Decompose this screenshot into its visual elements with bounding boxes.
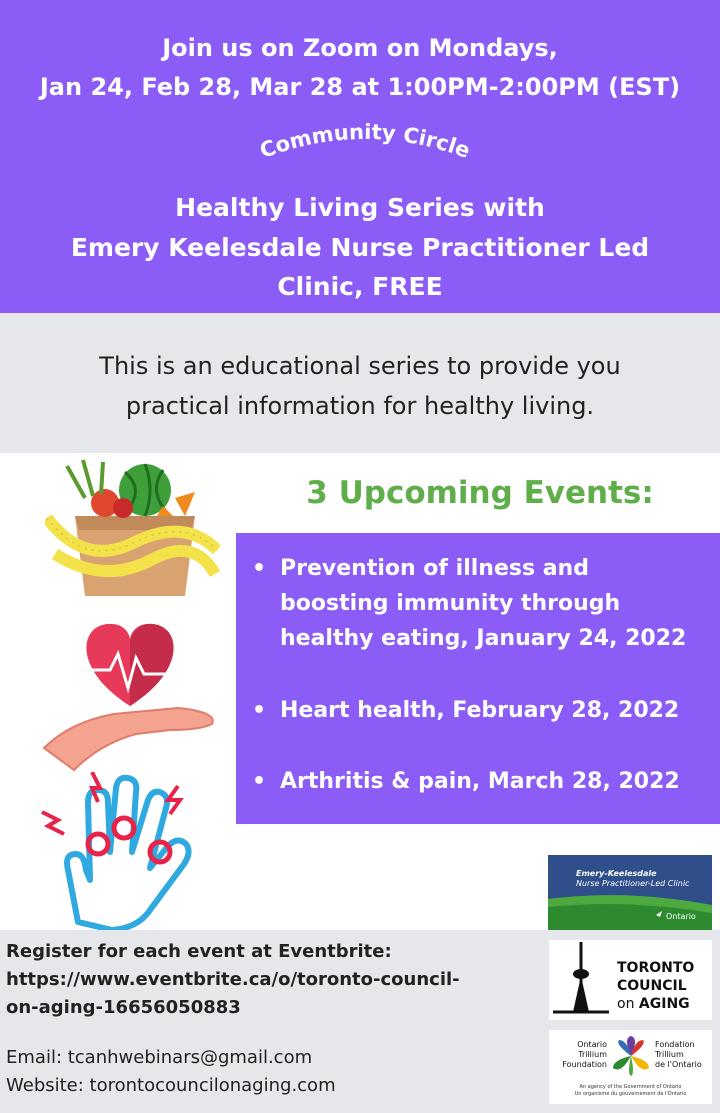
- email-text[interactable]: Email: tcanhwebinars@gmail.com: [6, 1047, 313, 1068]
- event-1-line1: Prevention of illness and: [280, 556, 589, 581]
- zoom-schedule-line: Join us on Zoom on Mondays,: [162, 34, 558, 62]
- heart-hand-icon: [40, 618, 220, 773]
- eventbrite-link[interactable]: https://www.eventbrite.ca/o/toronto-council-: [6, 969, 460, 990]
- svg-text:Community Circle: [257, 120, 474, 163]
- toronto-council-on-aging-logo: [549, 940, 712, 1020]
- bullet-icon: •: [252, 769, 267, 794]
- tca-on-aging: [617, 996, 690, 1012]
- otf-left-2: Trillium: [578, 1050, 607, 1059]
- otf-right-1: Fondation: [655, 1040, 695, 1049]
- intro-band: [0, 313, 720, 453]
- intro-line2: practical information for healthy living.: [125, 392, 595, 420]
- otf-right-3: de l'Ontario: [655, 1060, 702, 1069]
- contact-info: [6, 1044, 546, 1100]
- community-circle-text: Community Circle: [256, 119, 474, 164]
- community-circle-arc: [220, 112, 510, 182]
- tca-toronto: TORONTO: [617, 960, 695, 976]
- cn-tower-icon: [551, 940, 611, 1020]
- series-title-line1: Healthy Living Series with: [175, 193, 545, 222]
- otf-left-3: Foundation: [562, 1060, 607, 1069]
- event-2-text: Heart health, February 28, 2022: [280, 698, 680, 723]
- eventbrite-link-cont[interactable]: on-aging-16656050883: [6, 997, 241, 1018]
- emery-keelesdale-logo: [548, 855, 712, 930]
- ek-subtitle: Nurse Practitioner-Led Clinic: [576, 879, 690, 888]
- register-heading: Register for each event at Eventbrite:: [6, 941, 392, 962]
- tca-on: on: [617, 996, 635, 1012]
- series-title-line3: Clinic, FREE: [277, 272, 443, 301]
- website-text[interactable]: Website: torontocouncilonaging.com: [6, 1075, 336, 1096]
- intro-text: [0, 313, 720, 426]
- otf-agency-note: [549, 1084, 712, 1098]
- grocery-bag-icon: [45, 458, 220, 603]
- series-title-line2: Emery Keelesdale Nurse Practitioner Led: [70, 233, 650, 262]
- events-box: [236, 533, 720, 824]
- event-1-line2: boosting immunity through: [280, 591, 621, 616]
- tca-aging: AGING: [638, 996, 690, 1012]
- events-title: 3 Upcoming Events:: [306, 475, 654, 511]
- registration-info: [6, 938, 536, 1022]
- intro-line1: This is an educational series to provide you: [99, 352, 621, 380]
- otf-agency-fr: Un organisme du gouvernement de l'Ontario: [574, 1091, 687, 1097]
- ek-name: Emery-Keelesdale: [576, 869, 657, 878]
- event-dates-line: Jan 24, Feb 28, Mar 28 at 1:00PM-2:00PM (EST): [39, 73, 681, 101]
- event-1-line3: healthy eating, January 24, 2022: [280, 626, 687, 651]
- tca-council: COUNCIL: [617, 978, 687, 994]
- otf-french: [655, 1040, 711, 1070]
- trillium-icon: [609, 1034, 653, 1078]
- otf-english: [551, 1040, 607, 1070]
- header-banner: [0, 0, 720, 313]
- otf-right-2: Trillium: [655, 1050, 684, 1059]
- otf-left-1: Ontario: [577, 1040, 607, 1049]
- bullet-icon: •: [252, 556, 267, 581]
- ontario-trillium-foundation-logo: [549, 1030, 712, 1104]
- arthritis-hand-icon: [38, 772, 203, 932]
- bullet-icon: •: [252, 698, 267, 723]
- ontario-wordmark: Ontario: [666, 912, 696, 921]
- otf-agency-en: An agency of the Government of Ontario: [579, 1084, 682, 1090]
- event-3-text: Arthritis & pain, March 28, 2022: [280, 769, 680, 794]
